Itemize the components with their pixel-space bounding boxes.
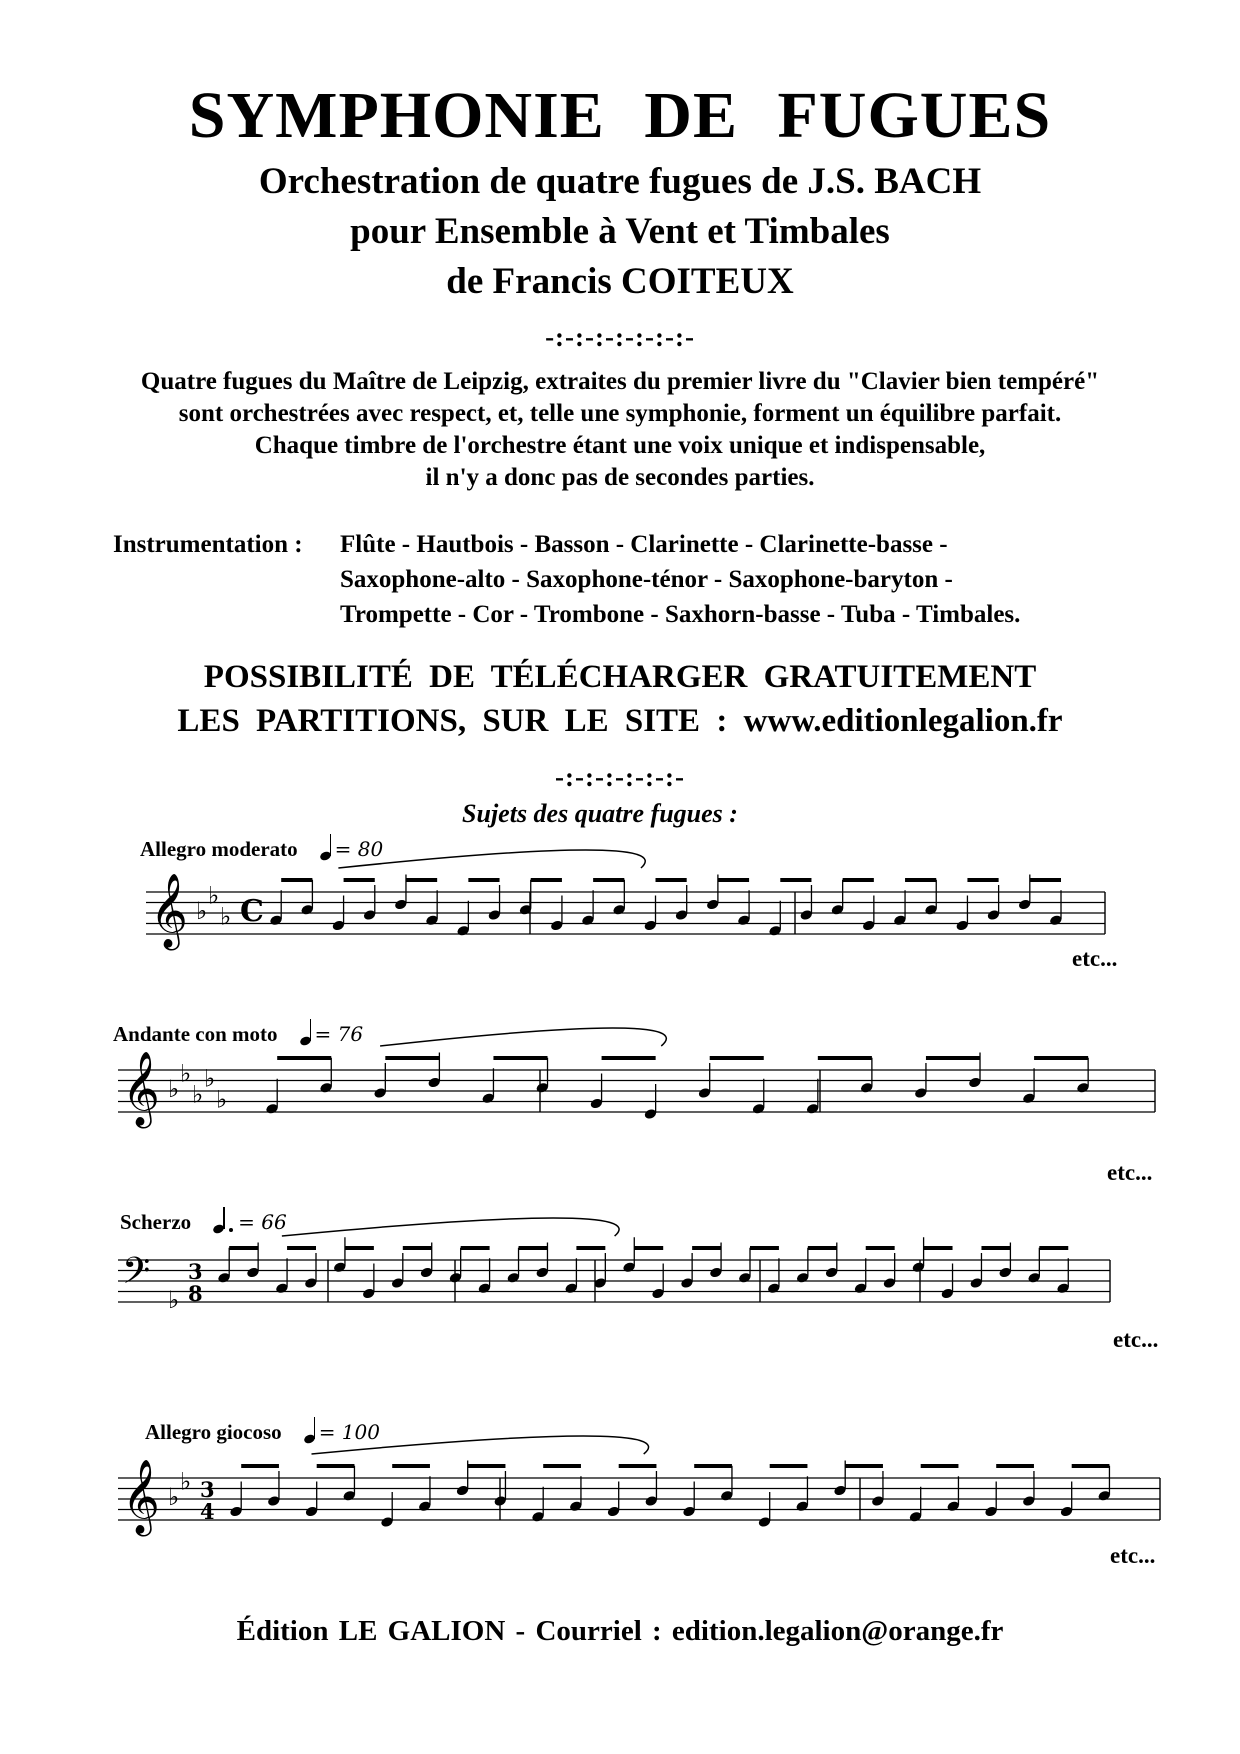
- slur: [282, 1218, 619, 1236]
- flat-icon: ♭: [192, 1080, 204, 1109]
- treble-clef-icon: 𝄞: [150, 874, 188, 948]
- music-notes: [217, 850, 1111, 1528]
- excerpt-1-tempo: Allegro moderato = 80: [140, 837, 384, 861]
- flat-icon: ♭: [216, 1085, 228, 1114]
- time-signature-bottom: 8: [188, 1281, 203, 1306]
- subjects-heading: Sujets des quatre fugues :: [462, 799, 738, 828]
- flat-icon: ♭: [168, 1483, 180, 1511]
- excerpt-3-etc: etc...: [1113, 1327, 1159, 1352]
- flat-icon: ♭: [168, 1286, 180, 1314]
- flat-icon: ♭: [180, 1467, 192, 1496]
- intro-line-2: sont orchestrées avec respect, et, telle une symphonie, forment un équilibre parfait.: [178, 400, 1062, 427]
- time-signature-top: 3: [188, 1259, 203, 1284]
- subtitle-line-2: pour Ensemble à Vent et Timbales: [350, 211, 890, 252]
- bass-clef-icon: 𝄢: [122, 1250, 151, 1301]
- footer: Édition LE GALION - Courriel : edition.legalion@orange.fr: [236, 1615, 1004, 1647]
- time-signature: C: [240, 894, 264, 929]
- excerpt-2-tempo: Andante con moto = 76: [113, 1022, 364, 1046]
- subtitle-line-3: de Francis COITEUX: [446, 261, 794, 302]
- slur: [380, 1028, 666, 1046]
- music-glyphs: [122, 874, 264, 1537]
- flat-icon: ♭: [204, 1064, 216, 1093]
- intro-line-3: Chaque timbre de l'orchestre étant une voix unique et indispensable,: [254, 432, 986, 459]
- slur: [338, 850, 645, 868]
- instrumentation-line-1: Flûte - Hautbois - Basson - Clarinette - Clarinette-basse -: [340, 531, 948, 558]
- excerpt-2-etc: etc...: [1107, 1160, 1153, 1185]
- excerpt-4-etc: etc...: [1110, 1543, 1156, 1568]
- page-title: SYMPHONIE DE FUGUES: [188, 79, 1052, 152]
- instrumentation-label: Instrumentation :: [113, 531, 303, 558]
- excerpt-1-etc: etc...: [1072, 946, 1118, 971]
- separator-2: -:-:-:-:-:-:-: [555, 762, 685, 792]
- flat-icon: ♭: [220, 902, 232, 931]
- slur: [312, 1436, 649, 1454]
- download-line-2: LES PARTITIONS, SUR LE SITE : www.editionlegalion.fr: [177, 703, 1063, 739]
- flat-icon: ♭: [208, 881, 220, 910]
- treble-clef-icon: 𝄞: [122, 1052, 160, 1126]
- flat-icon: ♭: [196, 897, 208, 925]
- download-line-1: POSSIBILITÉ DE TÉLÉCHARGER GRATUITEMENT: [203, 659, 1037, 695]
- flat-icon: ♭: [168, 1075, 180, 1103]
- instrumentation-line-3: Trompette - Cor - Trombone - Saxhorn-basse - Tuba - Timbales.: [340, 601, 1021, 628]
- flat-icon: ♭: [180, 1059, 192, 1088]
- time-signature-bottom: 4: [200, 1499, 215, 1524]
- staff-lines: [118, 892, 1160, 1520]
- instrumentation-line-2: Saxophone-alto - Saxophone-ténor - Saxophone-baryton -: [340, 566, 953, 593]
- time-signature-top: 3: [200, 1477, 215, 1502]
- subtitle-line-1: Orchestration de quatre fugues de J.S. BACH: [258, 161, 982, 202]
- separator-1: -:-:-:-:-:-:-:-: [545, 322, 695, 352]
- excerpt-4-tempo: Allegro giocoso = 100: [145, 1420, 380, 1444]
- treble-clef-icon: 𝄞: [122, 1460, 160, 1534]
- excerpt-3-tempo: Scherzo = 66: [120, 1210, 287, 1234]
- intro-line-1: Quatre fugues du Maître de Leipzig, extraites du premier livre du "Clavier bien tempéré": [140, 368, 1100, 395]
- intro-line-4: il n'y a donc pas de secondes parties.: [425, 464, 815, 491]
